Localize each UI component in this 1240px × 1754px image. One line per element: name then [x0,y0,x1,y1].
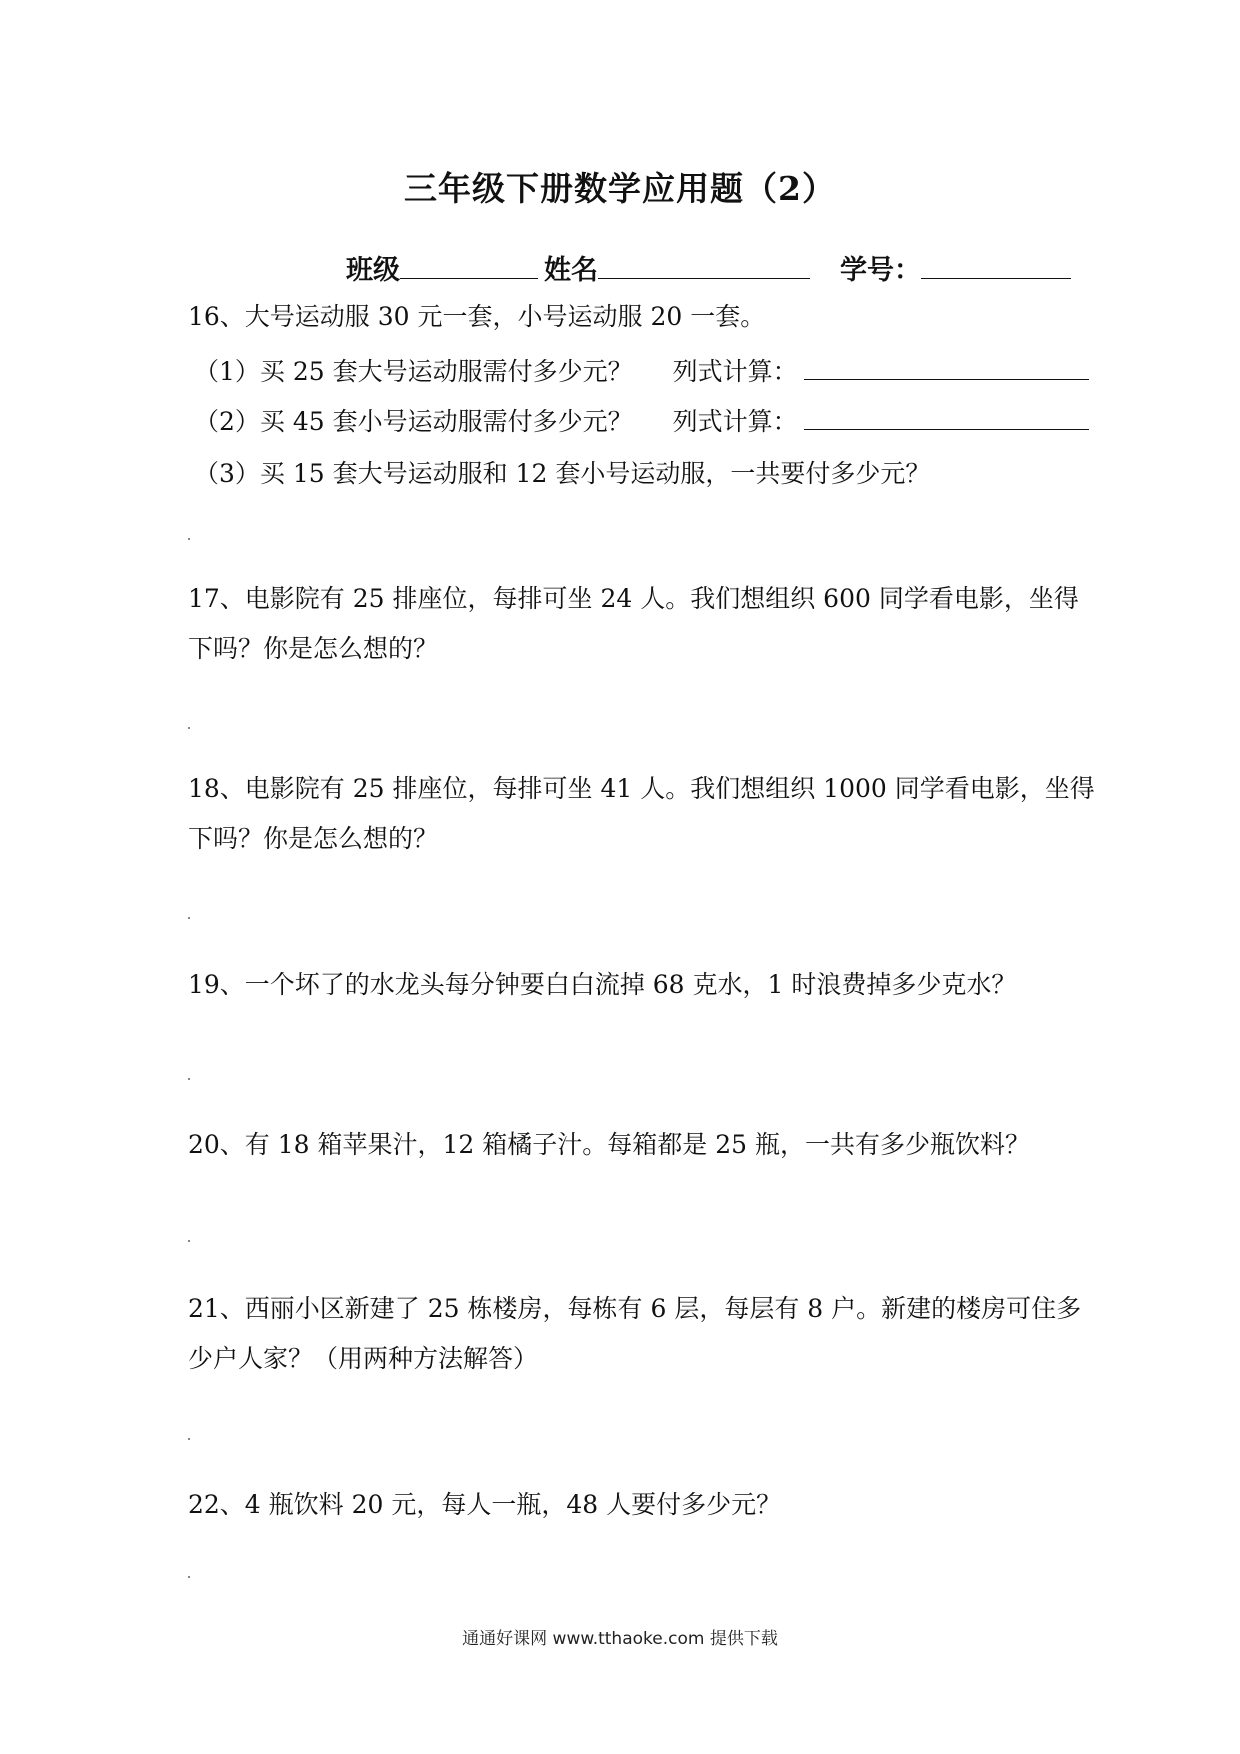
scan-speck [188,1078,190,1080]
question-17-line-2: 下吗？你是怎么想的？ [188,634,439,663]
page-title: 三年级下册数学应用题（2） [404,169,836,208]
scan-speck [188,1576,190,1578]
question-22: 22、4 瓶饮料 20 元，每人一瓶，48 人要付多少元？ [188,1490,782,1519]
question-19: 19、一个坏了的水龙头每分钟要白白流掉 68 克水，1 时浪费掉多少克水？ [188,970,1017,999]
answer-blank-1[interactable] [804,355,1089,380]
question-16-part-1 [194,352,1089,388]
question-17 [188,574,1079,674]
scan-speck [188,1438,190,1440]
name-field[interactable] [598,252,810,279]
question-16-part-3: （3）买 15 套大号运动服和 12 套小号运动服，一共要付多少元？ [194,459,931,488]
question-17-line-1: 17、电影院有 25 排座位，每排可坐 24 人。我们想组织 600 同学看电影，坐得 [188,584,1079,613]
question-18-line-2: 下吗？你是怎么想的？ [188,824,439,853]
name-label: 姓名 [544,255,598,286]
class-label: 班级 [346,255,400,286]
question-21 [188,1284,1081,1384]
question-16-part-2-text: （2）买 45 套小号运动服需付多少元？ [194,407,633,436]
calc-label-2: 列式计算： [672,407,798,436]
question-16-stem: 16、大号运动服 30 元一套，小号运动服 20 一套。 [188,302,766,331]
answer-blank-2[interactable] [804,405,1089,430]
question-16-part-1-text: （1）买 25 套大号运动服需付多少元？ [194,357,633,386]
student-id-field[interactable] [921,252,1071,279]
scan-speck [188,538,190,540]
class-field[interactable] [400,252,538,279]
question-16-part-2 [194,402,1089,438]
question-20: 20、有 18 箱苹果汁，12 箱橘子汁。每箱都是 25 瓶，一共有多少瓶饮料？ [188,1130,1030,1159]
question-21-line-1: 21、西丽小区新建了 25 栋楼房，每栋有 6 层，每层有 8 户。新建的楼房可住多 [188,1294,1082,1323]
calc-label-1: 列式计算： [672,357,798,386]
scan-speck [188,1240,190,1242]
scan-speck [188,727,190,729]
student-id-label: 学号： [840,255,921,286]
student-info-line [346,248,1077,287]
scan-speck [188,917,190,919]
question-21-line-2: 少户人家？（用两种方法解答） [188,1344,539,1373]
footer-source: 通通好课网 www.tthaoke.com 提供下载 [462,1629,778,1649]
question-18 [188,764,1095,864]
question-18-line-1: 18、电影院有 25 排座位，每排可坐 41 人。我们想组织 1000 同学看电影，坐得 [188,774,1095,803]
